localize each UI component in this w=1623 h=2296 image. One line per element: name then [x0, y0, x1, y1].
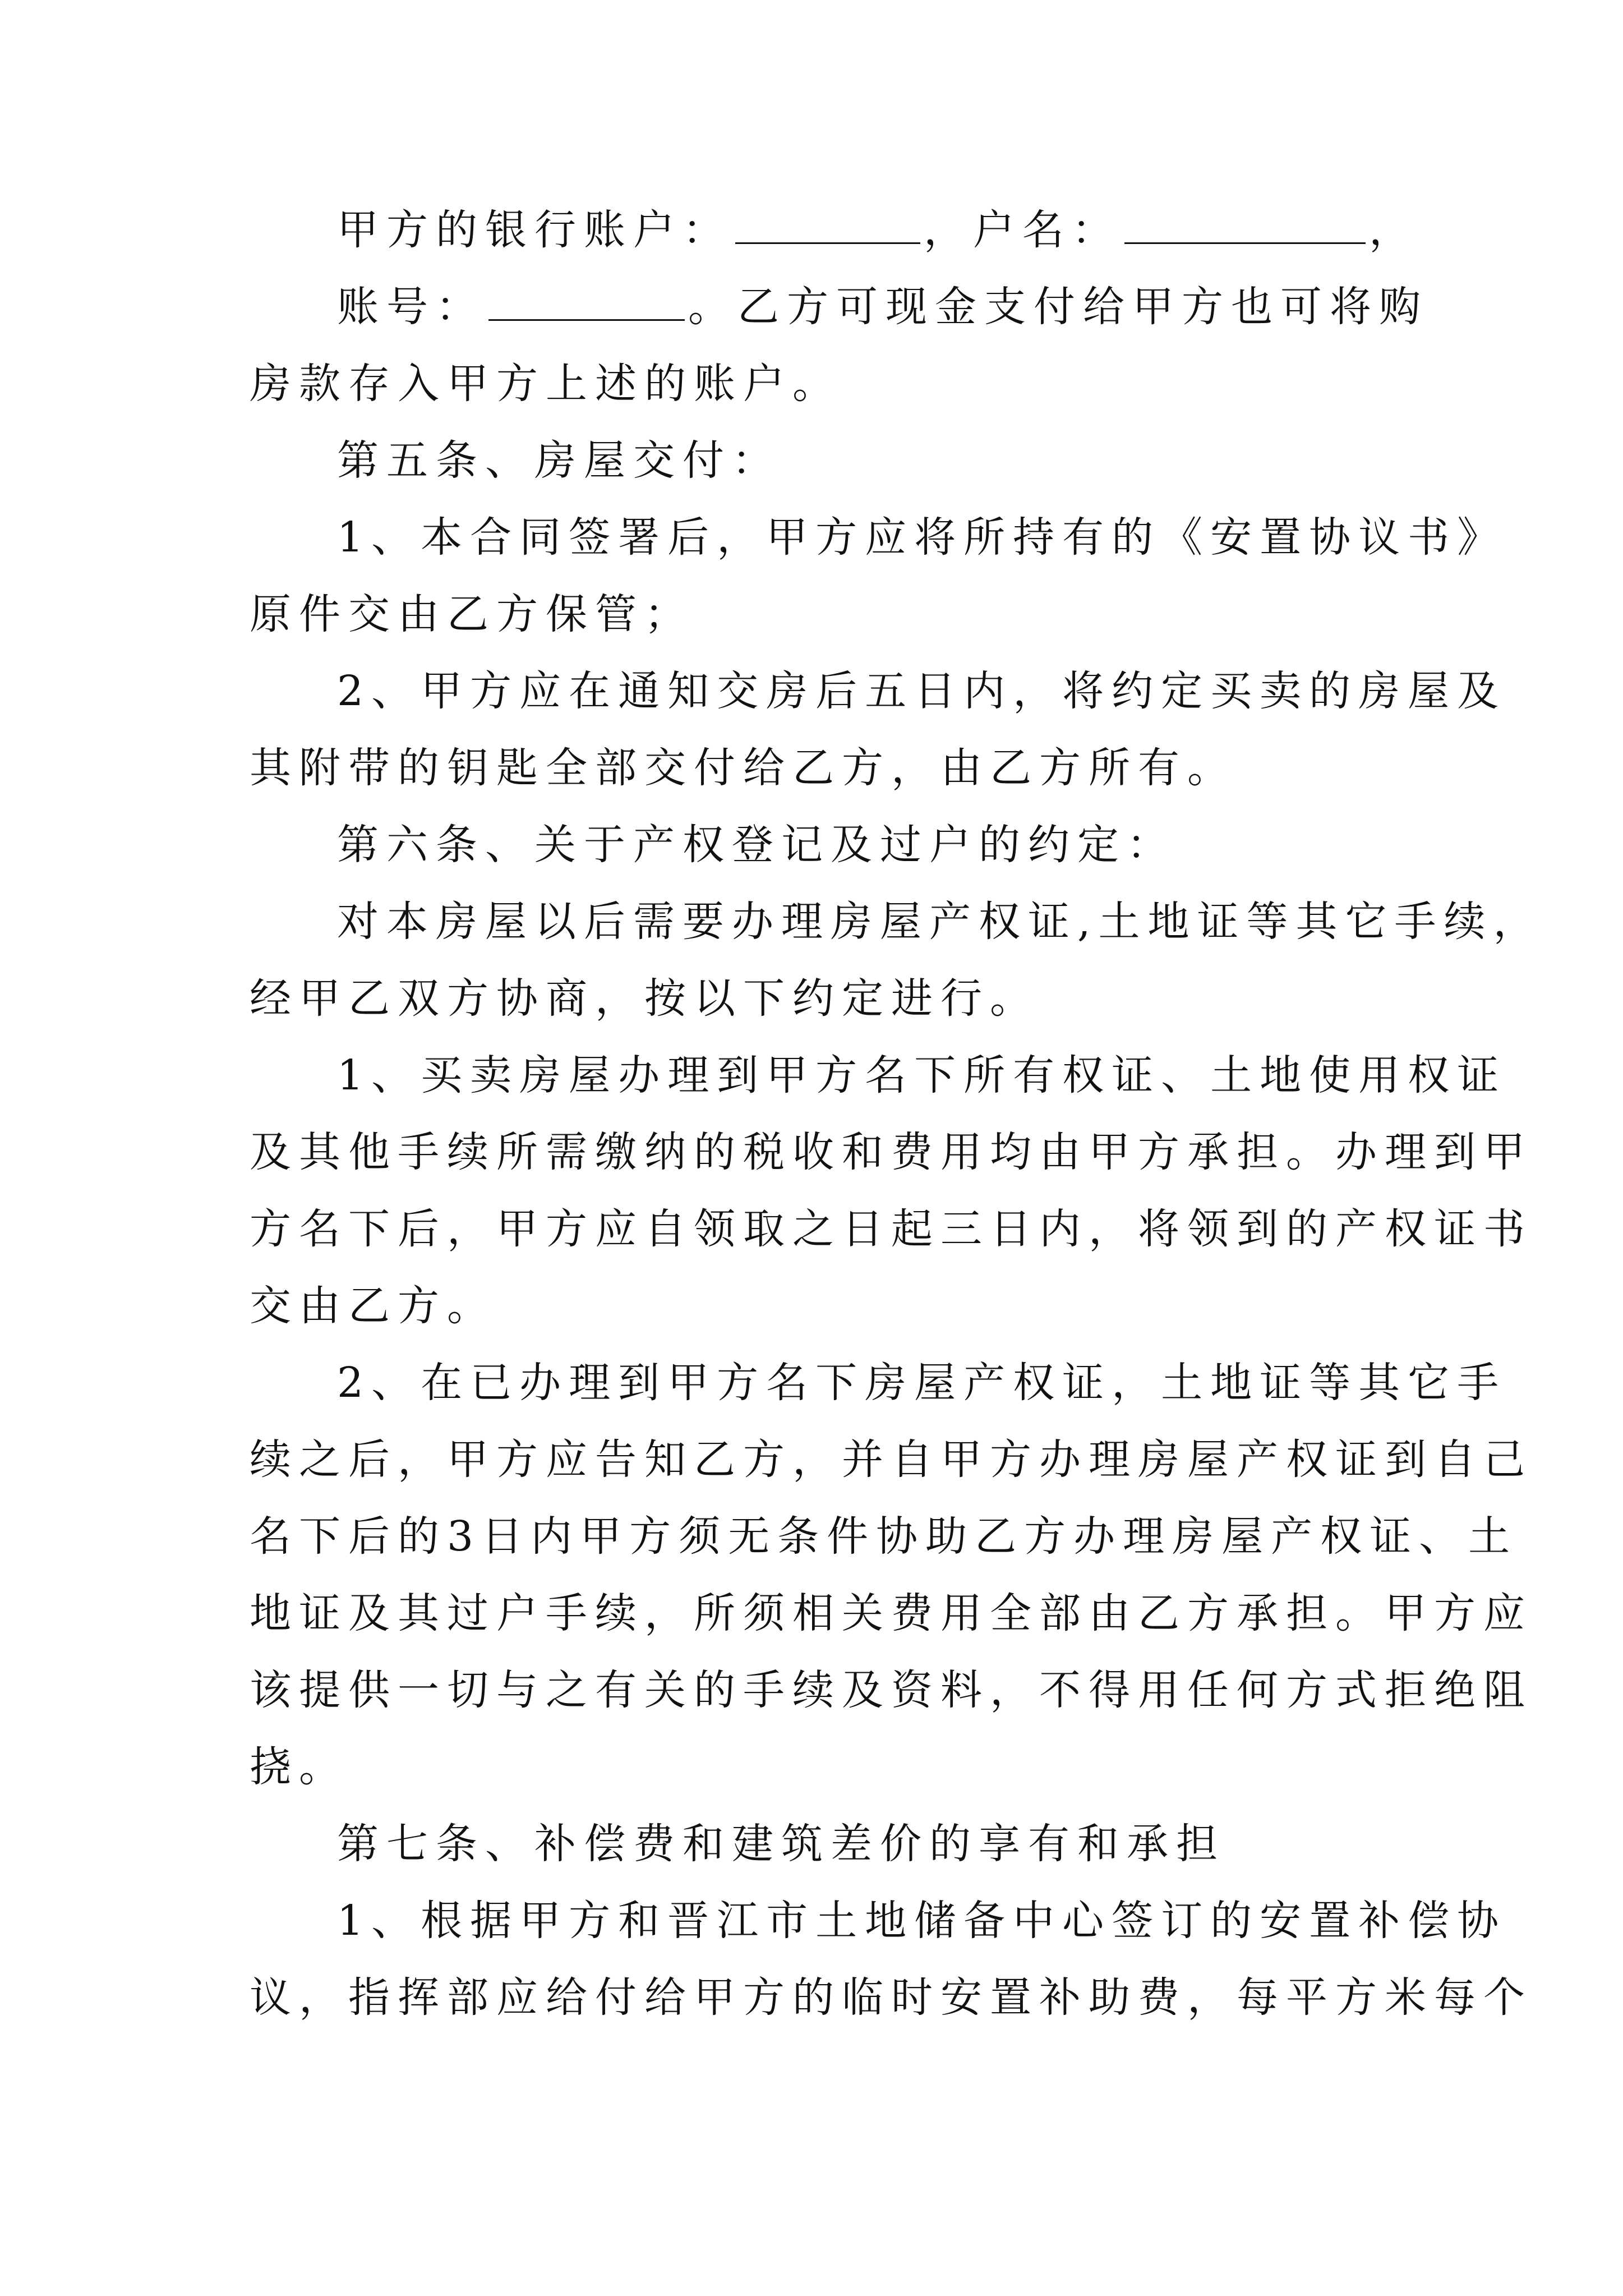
bank-account-line	[337, 202, 1418, 258]
paragraph-line: 续之后，甲方应告知乙方，并自甲方办理房屋产权证到自己	[250, 1435, 1533, 1484]
account-name-blank[interactable]	[1124, 208, 1366, 244]
paragraph-line: 其附带的钥匙全部交付给乙方，由乙方所有。	[250, 744, 1237, 792]
paragraph-line: 2、甲方应在通知交房后五日内，将约定买卖的房屋及	[337, 667, 1507, 715]
comma: ，	[1369, 206, 1418, 254]
paragraph-line: 1、根据甲方和晋江市土地储备中心签订的安置补偿协	[337, 1897, 1507, 1945]
paragraph-line: 2、在已办理到甲方名下房屋产权证，土地证等其它手	[337, 1359, 1507, 1407]
section-heading-5: 第五条、房屋交付：	[337, 436, 781, 485]
paragraph-line: 该提供一切与之有关的手续及资料，不得用任何方式拒绝阻	[250, 1666, 1533, 1714]
section-heading-7: 第七条、补偿费和建筑差价的享有和承担	[337, 1820, 1225, 1868]
paragraph-line: 及其他手续所需缴纳的税收和费用均由甲方承担。办理到甲	[250, 1128, 1533, 1176]
account-number-label: 账号：	[337, 283, 485, 331]
paragraph-line: 交由乙方。	[250, 1282, 496, 1330]
paragraph-line: 地证及其过户手续，所须相关费用全部由乙方承担。甲方应	[250, 1589, 1533, 1637]
bank-account-label: 甲方的银行账户：	[337, 206, 732, 254]
account-number-blank[interactable]	[488, 284, 685, 321]
paragraph-line: 议，指挥部应给付给甲方的临时安置补助费，每平方米每个	[250, 1973, 1533, 2022]
paragraph-line: 房款存入甲方上述的账户。	[250, 360, 842, 408]
section-heading-6: 第六条、关于产权登记及过户的约定：	[337, 821, 1176, 869]
paragraph-line: 原件交由乙方保管；	[250, 590, 694, 638]
account-number-line	[337, 279, 1428, 335]
bank-account-blank[interactable]	[735, 208, 920, 244]
paragraph-line: 经甲乙双方协商，按以下约定进行。	[250, 974, 1039, 1023]
paragraph-line: 挠。	[250, 1743, 348, 1791]
payment-text: 。乙方可现金支付给甲方也可将购	[688, 283, 1428, 331]
paragraph-line: 1、买卖房屋办理到甲方名下所有权证、土地使用权证	[337, 1051, 1507, 1099]
paragraph-line: 名下后的3日内甲方须无条件协助乙方办理房屋产权证、土	[250, 1512, 1518, 1561]
account-name-label: ，户名：	[924, 206, 1121, 254]
paragraph-line: 方名下后，甲方应自领取之日起三日内，将领到的产权证书	[250, 1205, 1533, 1253]
paragraph-line: 1、本合同签署后，甲方应将所持有的《安置协议书》	[337, 513, 1507, 562]
paragraph-line: 对本房屋以后需要办理房屋产权证,土地证等其它手续，	[337, 898, 1543, 946]
